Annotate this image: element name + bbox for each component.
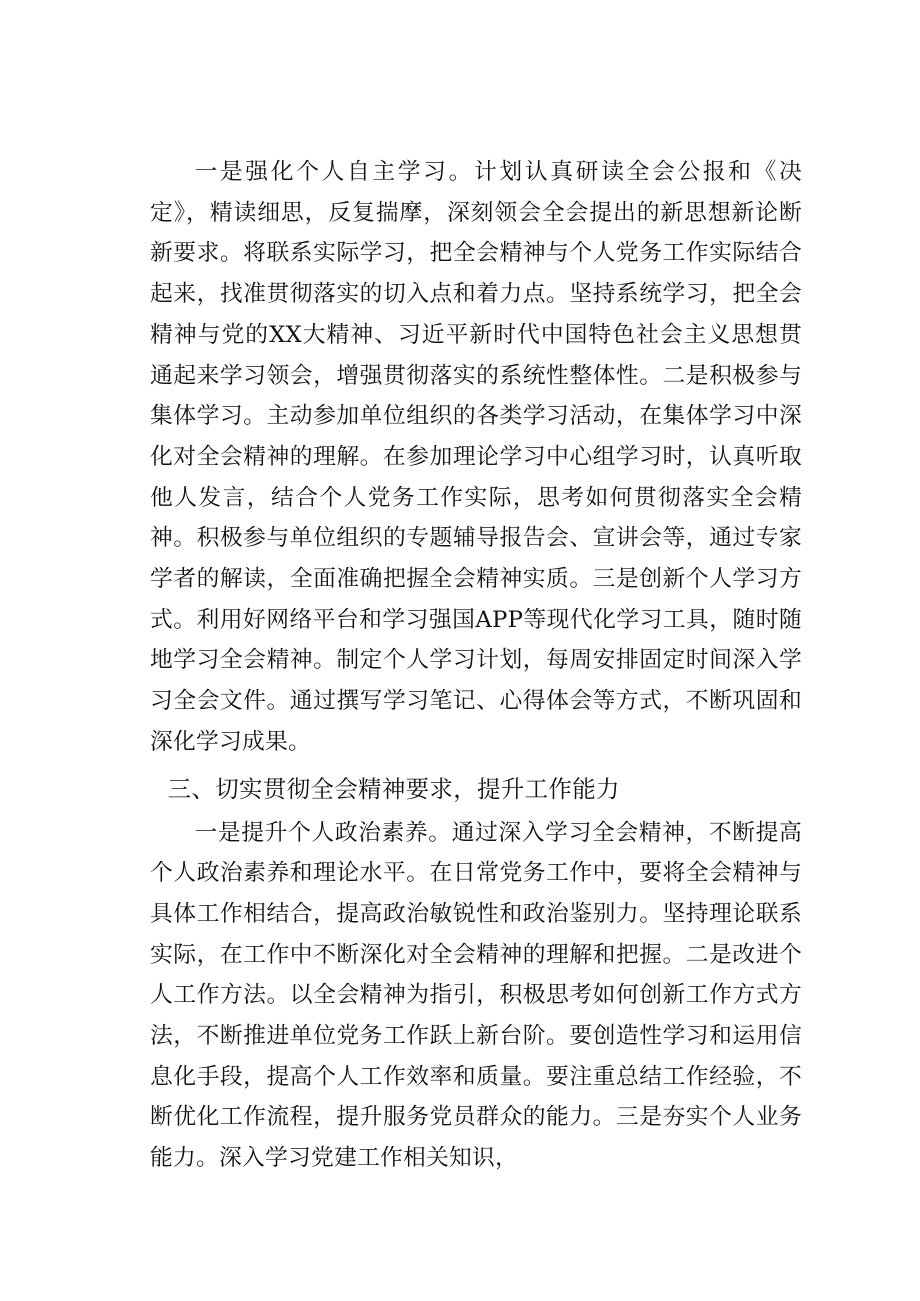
body-paragraph: 一是提升个人政治素养。通过深入学习全会精神，不断提高个人政治素养和理论水平。在日常党务工作中，要将全会精神与具体工作相结合，提高政治敏锐性和政治鉴别力。坚持理论联系实际，在工作中不断深化对全会精神的理解和把握。二是改进个人工作方法。以全会精神为指引，积极思考如何创新工作方式方法，不断推进单位党务工作跃上新台阶。要创造性学习和运用信息化手段，提高个人工作效率和质量。要注重总结工作经验，不断优化工作流程，提升服务党员群众的能力。三是夯实个人业务能力。深入学习党建工作相关知识， [150, 819, 802, 1172]
section-heading: 三、切实贯彻全会精神要求，提升工作能力 [167, 774, 620, 803]
document-body [150, 152, 802, 1179]
body-paragraph: 一是强化个人自主学习。计划认真研读全会公报和《决定》，精读细思，反复揣摩，深刻领会全会提出的新思想新论断新要求。将联系实际学习，把全会精神与个人党务工作实际结合起来，找准贯彻落实的切入点和着力点。坚持系统学习，把全会精神与党的XX大精神、习近平新时代中国特色社会主义思想贯通起来学习领会，增强贯彻落实的系统性整体性。二是积极参与集体学习。主动参加单位组织的各类学习活动，在集体学习中深化对全会精神的理解。在参加理论学习中心组学习时，认真听取他人发言，结合个人党务工作实际，思考如何贯彻落实全会精神。积极参与单位组织的专题辅导报告会、宣讲会等，通过专家学者的解读，全面准确把握全会精神实质。三是创新个人学习方式。利用好网络平台和学习强国APP等现代化学习工具，随时随地学习全会精神。制定个人学习计划，每周安排固定时间深入学习全会文件。通过撰写学习笔记、心得体会等方式，不断巩固和深化学习成果。 [150, 159, 802, 755]
